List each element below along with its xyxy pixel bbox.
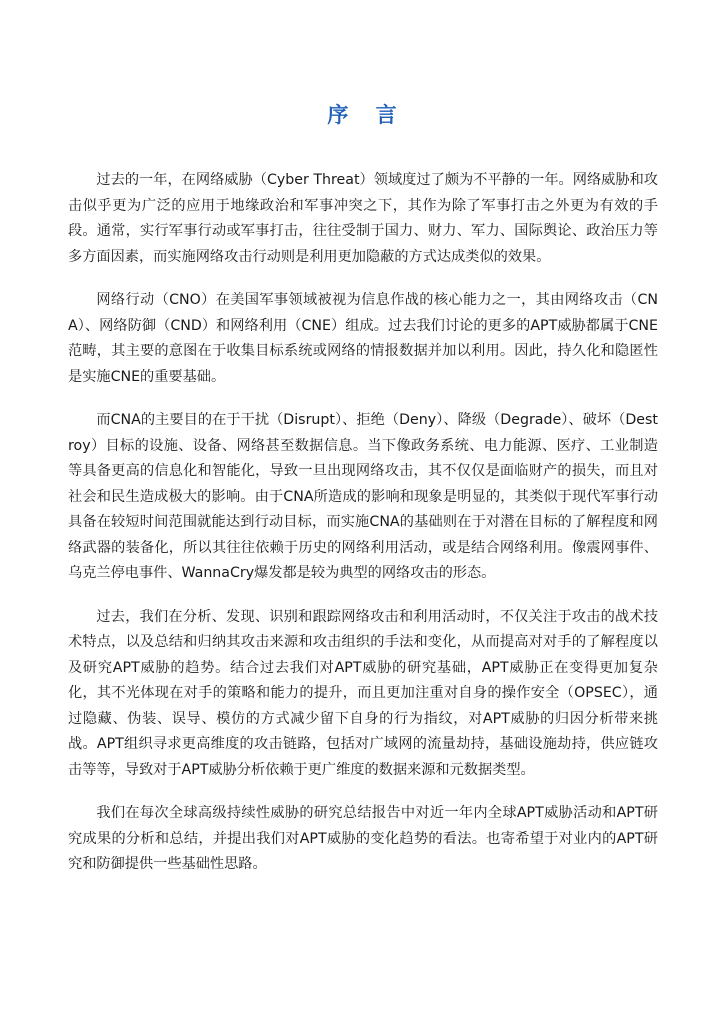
paragraph: 过去，我们在分析、发现、识别和跟踪网络攻击和利用活动时，不仅关注于攻击的战术技术特点，以及总结和归纳其攻击来源和攻击组织的手法和变化，从而提高对对手的了解程度以及研究APT威胁的趋势。结合过去我们对APT威胁的研究基础，APT威胁正在变得更加复杂化，其不光体现在对手的策略和能力的提升，而且更加注重对自身的操作安全（OPSEC），通过隐藏、伪装、误导、模仿的方式减少留下自身的行为指纹，对APT威胁的归因分析带来挑战。APT组织寻求更高维度的攻击链路，包括对广域网的流量劫持，基础设施劫持，供应链攻击等等，导致对于APT威胁分析依赖于更广维度的数据来源和元数据类型。 — [68, 608, 658, 778]
page-title: 序 言 — [327, 103, 407, 127]
paragraph: 网络行动（CNO）在美国军事领域被视为信息作战的核心能力之一，其由网络攻击（CNA）、网络防御（CND）和网络利用（CNE）组成。过去我们讨论的更多的APT威胁都属于CNE范畴，其主要的意图在于收集目标系统或网络的情报数据并加以利用。因此，持久化和隐匿性是实施CNE的重要基础。 — [68, 292, 658, 385]
paragraph: 而CNA的主要目的在于干扰（Disrupt）、拒绝（Deny）、降级（Degrade）、破坏（Destroy）目标的设施、设备、网络甚至数据信息。当下像政务系统、电力能源、医疗、工业制造等具备更高的信息化和智能化，导致一旦出现网络攻击，其不仅仅是面临财产的损失，而且对社会和民生造成极大的影响。由于CNA所造成的影响和现象是明显的，其类似于现代军事行动具备在较短时间范围就能达到行动目标，而实施CNA的基础则在于对潜在目标的了解程度和网络武器的装备化，所以其往往依赖于历史的网络利用活动，或是结合网络利用。像震网事件、乌克兰停电事件、WannaCry爆发都是较为典型的网络攻击的形态。 — [68, 412, 658, 581]
paragraph: 过去的一年，在网络威胁（Cyber Threat）领域度过了颇为不平静的一年。网络威胁和攻击似乎更为广泛的应用于地缘政治和军事冲突之下，其作为除了军事打击之外更为有效的手段。通常，实行军事行动或军事打击，往往受制于国力、财力、军力、国际舆论、政治压力等多方面因素，而实施网络攻击行动则是利用更加隐蔽的方式达成类似的效果。 — [68, 172, 658, 265]
preface-body — [68, 168, 658, 896]
paragraph: 我们在每次全球高级持续性威胁的研究总结报告中对近一年内全球APT威胁活动和APT研究成果的分析和总结，并提出我们对APT威胁的变化趋势的看法。也寄希望于对业内的APT研究和防御提供一些基础性思路。 — [68, 805, 658, 872]
